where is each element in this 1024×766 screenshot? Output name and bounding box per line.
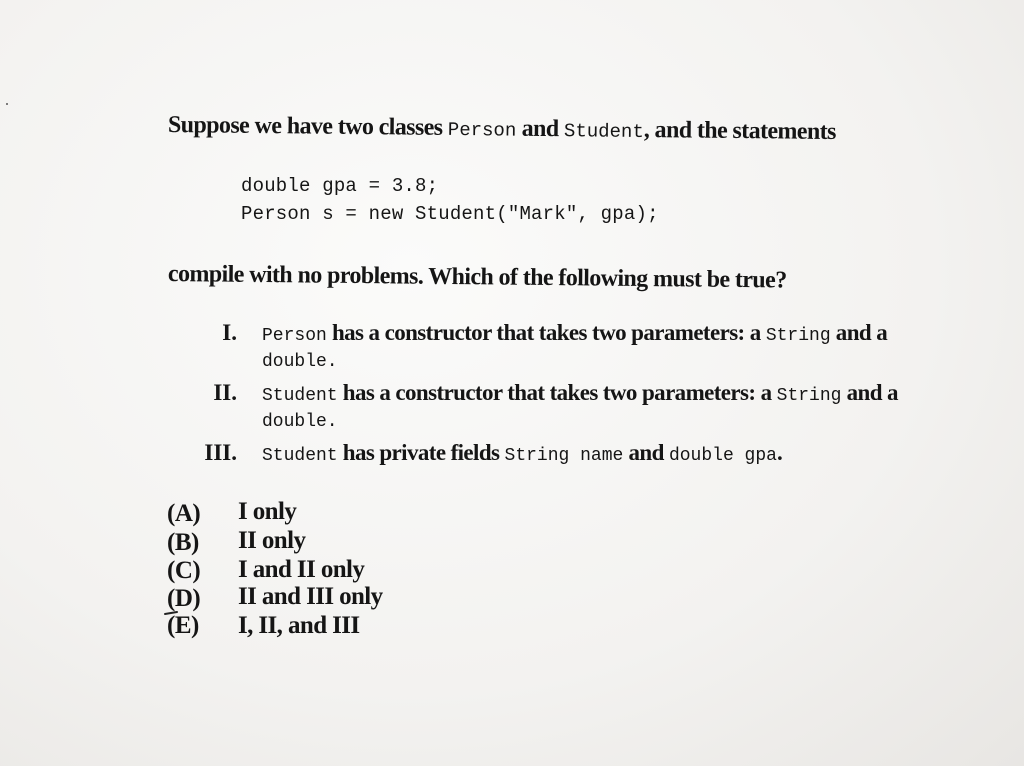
statement-1-type: String xyxy=(765,326,831,346)
statement-1 xyxy=(262,320,887,346)
statement-2-type: String xyxy=(776,386,842,406)
intro-after: , and the statements xyxy=(643,116,836,145)
statement-1-cont: double. xyxy=(262,352,338,372)
statement-numeral-2: II. xyxy=(213,380,237,405)
statement-1-subject: Person xyxy=(262,326,327,346)
statement-2-and: and a xyxy=(841,380,898,405)
statement-2-cont: double. xyxy=(262,412,338,432)
speck-mark xyxy=(6,103,8,105)
class-student: Student xyxy=(563,120,644,143)
choice-c-text: I and II only xyxy=(238,556,365,583)
choice-b-text: II only xyxy=(238,527,306,554)
pen-strike-mark xyxy=(163,597,197,631)
code-line-1: double gpa = 3.8; xyxy=(241,175,439,197)
choice-e-text: I, II, and III xyxy=(238,612,360,639)
statement-3-subject: Student xyxy=(262,446,338,466)
statement-3 xyxy=(262,440,782,466)
statement-2-subject: Student xyxy=(262,386,338,406)
statement-3-field-2: double gpa xyxy=(668,446,777,466)
statement-1-text: has a constructor that takes two parameters: a xyxy=(326,320,766,345)
choice-b-letter: (B) xyxy=(167,529,199,556)
statement-3-field-1: String name xyxy=(504,446,624,466)
statement-3-end: . xyxy=(776,440,783,465)
choice-a-letter: (A) xyxy=(167,500,201,527)
class-person: Person xyxy=(447,118,517,142)
statement-2-text: has a constructor that takes two parameters: a xyxy=(337,380,777,405)
question-text: compile with no problems. Which of the following must be true? xyxy=(167,261,787,294)
statement-numeral-1: I. xyxy=(222,320,237,345)
code-line-2: Person s = new Student("Mark", gpa); xyxy=(241,203,659,225)
statement-3-and: and xyxy=(623,440,669,465)
choice-d-text: II and III only xyxy=(238,583,383,610)
choice-e-letter: (E) xyxy=(167,612,199,639)
choice-c-letter: (C) xyxy=(167,557,201,584)
intro-sentence xyxy=(168,112,836,146)
intro-text: Suppose we have two classes xyxy=(167,112,449,141)
statement-numeral-3: III. xyxy=(204,440,237,465)
statement-1-and: and a xyxy=(830,320,888,345)
statement-3-text: has private fields xyxy=(337,440,505,465)
choice-a-text: I only xyxy=(238,498,297,525)
choice-d-letter: (D) xyxy=(167,585,201,612)
intro-and: and xyxy=(516,115,565,143)
statement-2 xyxy=(262,380,898,406)
